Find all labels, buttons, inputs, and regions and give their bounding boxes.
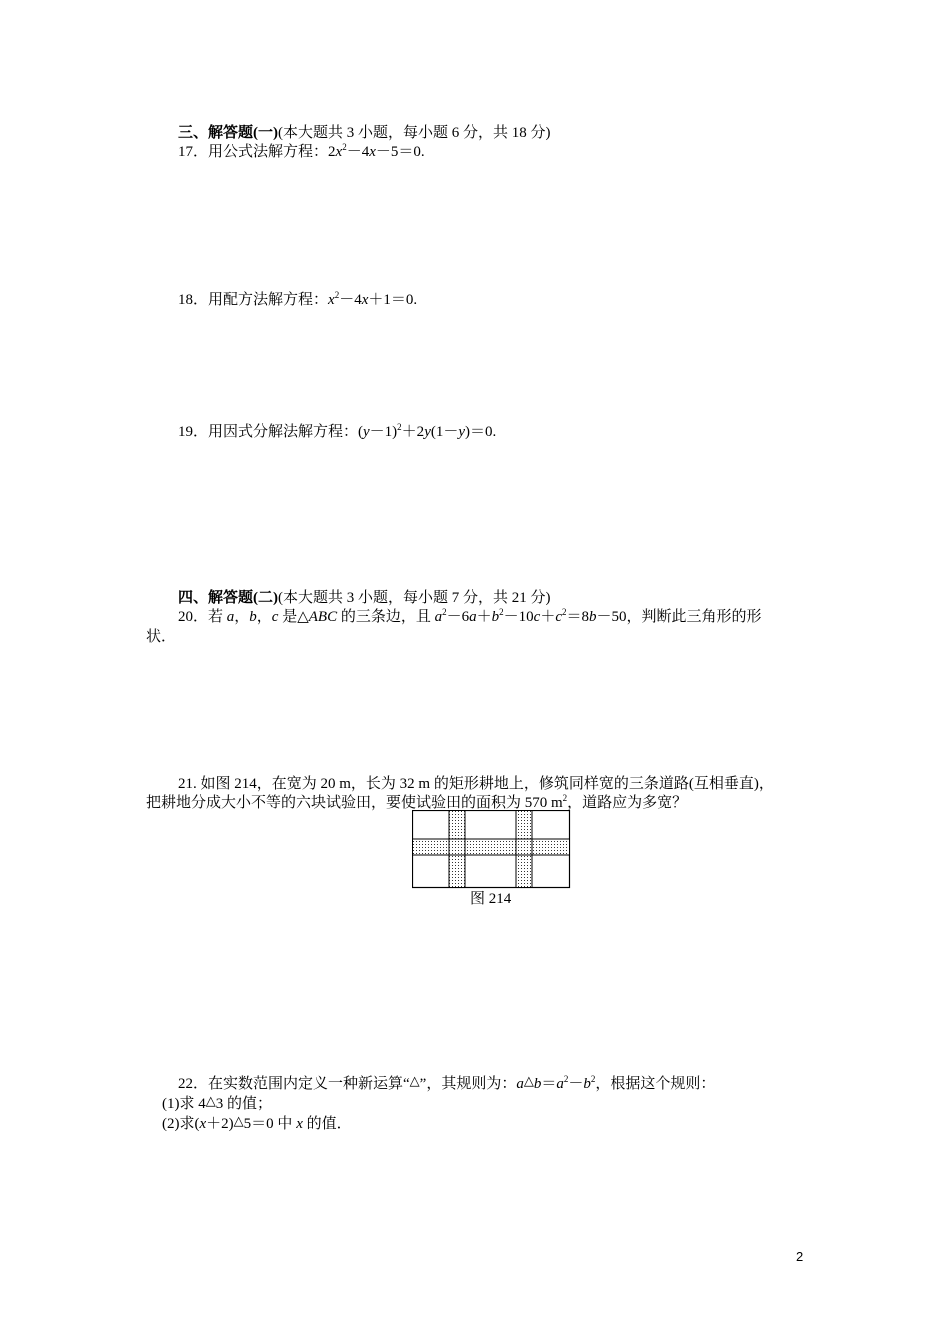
q19-var: y (424, 424, 431, 440)
q20-var: a (226, 609, 235, 625)
q20-var: b (589, 609, 597, 625)
q19-text: －1) (369, 424, 398, 440)
question-20-line-2: 状． (146, 629, 177, 645)
q20-text: －10 (503, 609, 534, 625)
question-22-part-1 (162, 1095, 272, 1113)
question-18 (178, 291, 417, 309)
q21-exp: 2 (562, 793, 568, 803)
q18-text: －4 (339, 292, 362, 308)
q20-exp: 2 (442, 607, 447, 617)
q20-text: 是△ (278, 609, 309, 625)
section-3-title: 三、解答题(一) (178, 125, 278, 141)
q19-text: )＝0. (465, 424, 497, 440)
triangle-operator-icon: △ (233, 1113, 244, 1128)
triangle-operator-icon: △ (205, 1093, 216, 1108)
q20-text: －50，判断此三角形的形 (596, 609, 762, 625)
page-number: 2 (796, 1249, 804, 1264)
q20-text: ＝8 (566, 609, 590, 625)
q20-var: c (271, 609, 279, 625)
section-3-note: (本大题共 3 小题，每小题 6 分，共 18 分) (278, 125, 551, 141)
question-22-line-1 (178, 1075, 715, 1093)
q22-exp: 2 (563, 1074, 569, 1084)
q22-var: b (583, 1076, 591, 1092)
q20-text: ＋ (476, 609, 492, 625)
q20-exp: 2 (499, 607, 504, 617)
question-20-line-1 (178, 608, 762, 626)
q20-text: 的三条边，且 (337, 609, 435, 625)
q22-var: a (516, 1076, 524, 1092)
q18-text: ＋1＝0. (368, 292, 418, 308)
q22-var: x (296, 1116, 303, 1132)
q20-var: a (434, 609, 443, 625)
section-4-heading (178, 589, 551, 607)
q18-exp: 2 (334, 290, 340, 300)
figure-caption: 图 214 (470, 891, 512, 907)
q22-var: b (533, 1076, 542, 1092)
q18-text: 18．用配方法解方程： (178, 292, 329, 308)
q20-text: ， (234, 609, 250, 625)
q22-text: － (568, 1076, 584, 1092)
q22-exp: 2 (590, 1074, 596, 1084)
q20-text: －6 (446, 609, 470, 625)
q17-var: x (369, 144, 376, 160)
q17-var: x (335, 144, 343, 160)
triangle-operator-icon: △ (409, 1073, 420, 1088)
q20-text: ＋ (540, 609, 556, 625)
q17-text: －5＝0. (375, 144, 425, 160)
q19-var: y (363, 424, 370, 440)
q20-var: b (249, 609, 257, 625)
triangle-operator-icon: △ (523, 1073, 534, 1088)
question-21-line-1: 21. 如图 214，在宽为 20 m，长为 32 m 的矩形耕地上，修筑同样宽的三条道路(互相垂直)， (178, 776, 774, 792)
q20-var: a (469, 609, 477, 625)
q19-text: (1－ (430, 424, 459, 440)
q22-var: x (199, 1116, 207, 1132)
q20-var: ABC (308, 609, 338, 625)
figure-214-field-diagram (412, 810, 572, 890)
q17-text: 17．用公式法解方程：2 (178, 144, 336, 160)
q22-text: ＝ (541, 1076, 557, 1092)
q19-var: y (458, 424, 466, 440)
section-4-title: 四、解答题(二) (178, 590, 278, 606)
q18-var: x (328, 292, 335, 308)
question-17 (178, 143, 425, 161)
section-3-heading (178, 124, 551, 142)
section-4-note: (本大题共 3 小题，每小题 7 分，共 21 分) (278, 590, 551, 606)
q22-text: (1)求 4 (162, 1096, 206, 1112)
q22-text: 5＝0 中 (243, 1116, 297, 1132)
question-19 (178, 423, 496, 441)
q20-var: b (491, 609, 500, 625)
q21-text: ，道路应为多宽？ (567, 795, 688, 811)
q20-text: ， (256, 609, 272, 625)
q20-var: c (555, 609, 563, 625)
q18-var: x (361, 292, 369, 308)
q22-text: ”，其规则为： (419, 1076, 517, 1092)
road-horizontal (413, 839, 570, 855)
q17-exp: 2 (342, 142, 347, 152)
q19-exp: 2 (397, 422, 402, 432)
q19-text: 19．用因式分解法解方程：( (178, 424, 363, 440)
question-22-part-2 (162, 1115, 352, 1133)
q22-text: 的值． (302, 1116, 352, 1132)
q17-text: －4 (346, 144, 370, 160)
q22-text: (2)求( (162, 1116, 200, 1132)
q22-var: a (556, 1076, 564, 1092)
q22-text: ，根据这个规则： (595, 1076, 716, 1092)
q20-text: 20．若 (178, 609, 227, 625)
q22-text: 3 的值； (215, 1096, 273, 1112)
q19-text: ＋2 (401, 424, 425, 440)
q22-text: ＋2) (206, 1116, 234, 1132)
q21-text: 把耕地分成大小不等的六块试验田，要使试验田的面积为 570 m (146, 795, 563, 811)
q20-var: c (533, 609, 541, 625)
q22-text: 22．在实数范围内定义一种新运算“ (178, 1076, 410, 1092)
q20-exp: 2 (562, 607, 567, 617)
